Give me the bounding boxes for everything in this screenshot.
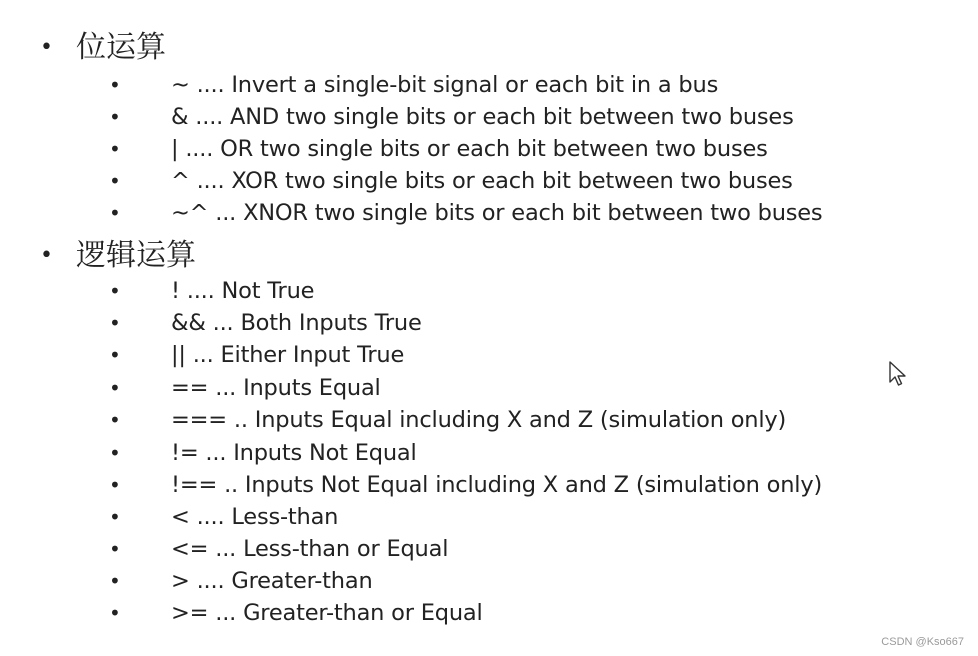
heading-text: 位运算: [76, 30, 166, 65]
item-text: != ... Inputs Not Equal: [171, 440, 417, 466]
list-item: [0, 533, 978, 565]
list-item: [0, 197, 978, 229]
list-item: [0, 275, 978, 307]
item-text: < .... Less-than: [171, 504, 339, 530]
item-bullet: •: [109, 473, 121, 497]
item-text: & .... AND two single bits or each bit between two buses: [171, 104, 794, 130]
item-bullet: •: [109, 73, 121, 97]
list-item: [0, 404, 978, 436]
item-bullet: •: [109, 569, 121, 593]
item-bullet: •: [109, 601, 121, 625]
item-bullet: •: [109, 105, 121, 129]
item-bullet: •: [109, 311, 121, 335]
item-text: !== .. Inputs Not Equal including X and Z (simulation only): [171, 472, 823, 498]
list-item: [0, 307, 978, 339]
item-bullet: •: [109, 343, 121, 367]
item-text: && ... Both Inputs True: [171, 310, 422, 336]
item-bullet: •: [109, 376, 121, 400]
list-item: [0, 437, 978, 469]
list-item: [0, 565, 978, 597]
item-bullet: •: [109, 279, 121, 303]
list-item: [0, 339, 978, 371]
item-text: ~^ ... XNOR two single bits or each bit between two buses: [171, 200, 823, 226]
list-item: [0, 101, 978, 133]
item-text: || ... Either Input True: [171, 342, 405, 368]
list-item: [0, 597, 978, 629]
heading-bullet: •: [40, 35, 53, 60]
list-item: [0, 69, 978, 101]
mouse-pointer-icon: [888, 360, 908, 388]
list-item: [0, 469, 978, 501]
list-item: [0, 501, 978, 533]
item-text: ^ .... XOR two single bits or each bit between two buses: [171, 168, 793, 194]
item-text: ~ .... Invert a single-bit signal or each bit in a bus: [171, 72, 719, 98]
item-text: === .. Inputs Equal including X and Z (simulation only): [171, 407, 787, 433]
item-text: <= ... Less-than or Equal: [171, 536, 449, 562]
item-bullet: •: [109, 137, 121, 161]
item-bullet: •: [109, 408, 121, 432]
item-text: ! .... Not True: [171, 278, 315, 304]
item-bullet: •: [109, 537, 121, 561]
item-bullet: •: [109, 169, 121, 193]
item-text: | .... OR two single bits or each bit between two buses: [171, 136, 768, 162]
watermark: CSDN @Kso667: [881, 636, 964, 648]
item-text: > .... Greater-than: [171, 568, 373, 594]
item-bullet: •: [109, 441, 121, 465]
item-bullet: •: [109, 505, 121, 529]
item-text: >= ... Greater-than or Equal: [171, 600, 483, 626]
heading-bullet: •: [40, 243, 53, 268]
item-text: == ... Inputs Equal: [171, 375, 381, 401]
list-item: [0, 133, 978, 165]
item-bullet: •: [109, 201, 121, 225]
heading-text: 逻辑运算: [76, 238, 196, 273]
list-item: [0, 372, 978, 404]
list-item: [0, 165, 978, 197]
